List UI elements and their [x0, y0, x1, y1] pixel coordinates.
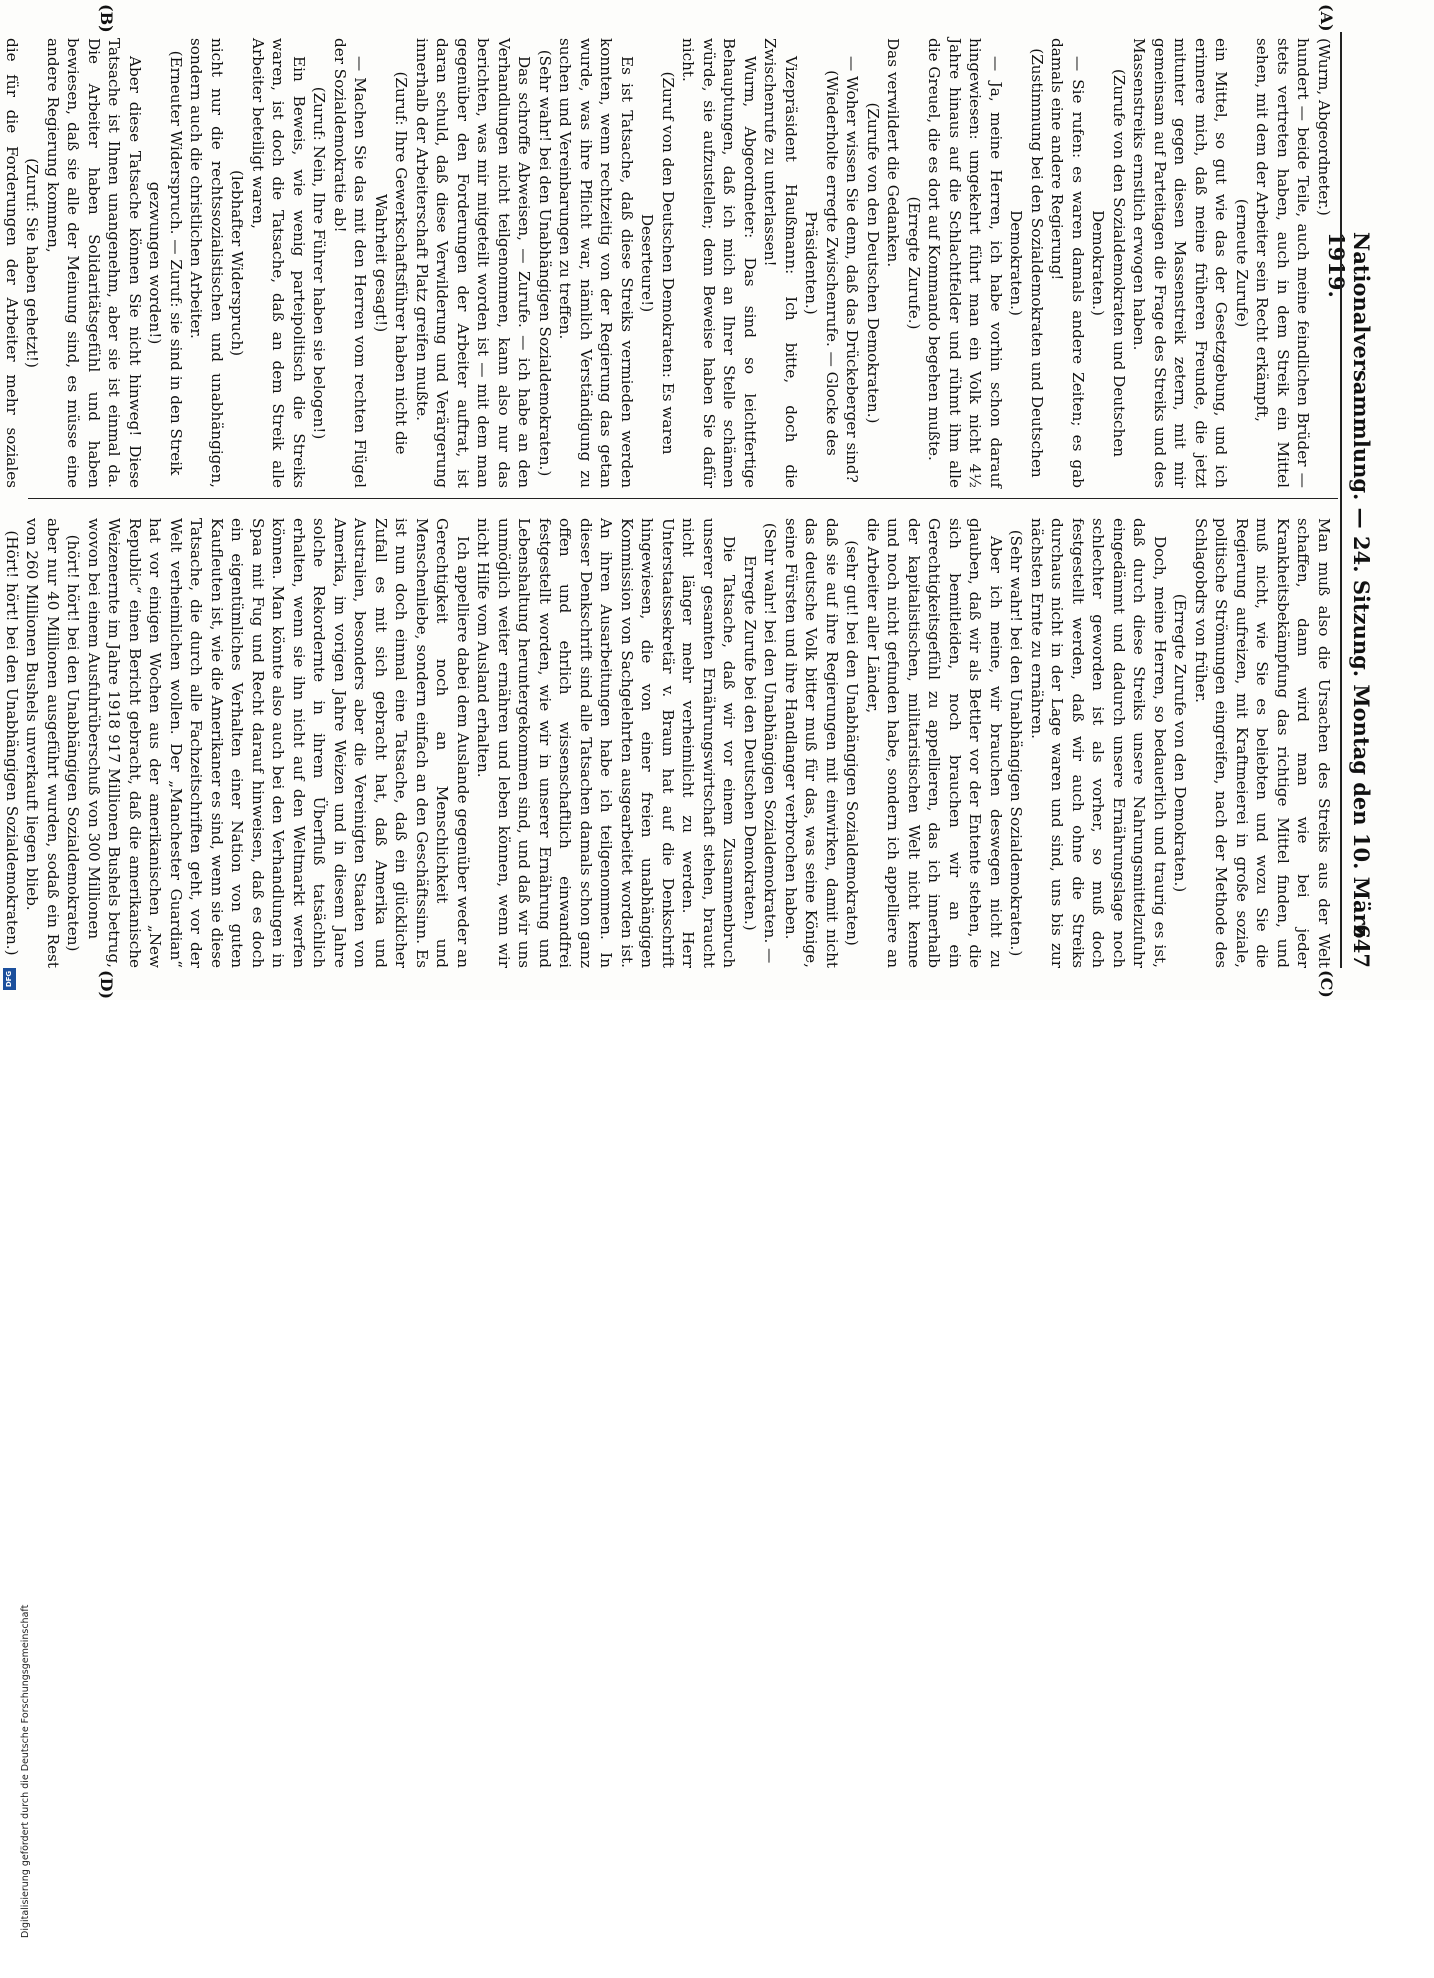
paragraph: aber nur 40 Millionen ausgeführt wurden, sodaß ein Rest von 260 Millionen Bushels unverkauft liegen blieb.	[23, 518, 62, 968]
margin-marker-b: (B)	[97, 4, 116, 33]
paragraph: Vizepräsident Haußmann: Ich bitte, doch die Zwischenrufe zu unterlassen!	[761, 38, 800, 488]
paragraph: daß sie auf ihre Regierungen mit einwirken, damit nicht das deutsche Volk bitter muß für das, was seine Könige, seine Fürsten und ihre Handlanger verbrochen haben.	[782, 518, 841, 968]
paragraph: Doch, meine Herren, so bedauerlich und traurig es ist, daß durch diese Streiks unsere Nahrungsmittelzufuhr eingedämmt und dadurch unsere Ernährungslage noch schlechter geworden ist als vorher, so muß doch festgestellt werden, daß wir auch ohne die Streiks durchaus nicht in der Lage waren und sind, uns bis zur nächsten Ernte zu ernähren.	[1028, 518, 1169, 968]
left-column	[3, 38, 1334, 488]
interjection: (Zurufe von den Sozialdemokraten und Deutschen Demokraten.)	[1089, 68, 1128, 458]
paragraph: Ein Beweis, wie wenig parteipolitisch die Streiks waren, ist doch die Tatsache, daß an dem Streik alle Arbeiter beteiligt waren,	[249, 38, 308, 488]
interjection: (Erregte Zurufe.)	[905, 196, 923, 330]
right-column	[3, 518, 1334, 968]
interjection: (Sehr wahr! bei den Unabhängigen Sozialdemokraten. — Erregte Zurufe bei den Deutschen Demokraten.)	[741, 522, 780, 964]
dfg-logo-text: DFG	[5, 970, 14, 988]
interjection: (hört! hört! bei den Unabhängigen Sozialdemokraten)	[64, 534, 83, 952]
interjection: (Zuruf von den Deutschen Demokraten: Es waren Deserteure!)	[638, 71, 677, 455]
paragraph: Die Tatsache, daß wir vor einem Zusammenbruch unserer gesamten Ernährungswirtschaft stehen, braucht nicht länger mehr verheimlicht zu werden. Herr Unterstaatssekretär v. Braun hat auf die Denkschrift hingewiesen, die von einer freien unabhängigen Kommission von Sachgelehrten ausgearbeitet worden ist. An ihren Ausarbeitungen habe ich teilgenommen. In dieser Denkschrift sind alle Tatsachen damals schon ganz offen und ehrlich wissenschaftlich einwandfrei festgestellt worden, wie wir in unserer Ernährung und Lebenshaltung heruntergekommen sind, und daß wir uns unmöglich weiter ernähren und leben können, wenn wir nicht Hilfe vom Ausland erhalten.	[474, 518, 739, 968]
interjection: (Hört! hört! bei den Unabhängigen Sozialdemokraten.)	[3, 530, 21, 956]
paragraph: ein Mittel, so gut wie das der Gesetzgebung, und ich erinnere mich, daß meine früheren Freunde, die jetzt mitunter gegen diesen Massenstreik zetern, mit mir gemeinsam auf Parteitagen die Frage des Streiks und des Massenstreiks ernstlich erwogen haben.	[1130, 38, 1231, 488]
paragraph: Man muß also die Ursachen des Streiks aus der Welt schaffen, dann wird man wie bei jeder Krankheitsbekämpfung das richtige Mittel finden, und muß nicht, wie Sie es beliebten und wozu Sie die Regierung aufreizen, mit Kraftmeierei in große soziale, politische Strömungen eingreifen, nach der Methode des Schlagobdrs von früher.	[1192, 518, 1333, 968]
paragraph: die für die Forderungen der Arbeiter mehr soziales	[3, 38, 21, 488]
paragraph: Das schroffe Abweisen, — Zurufe. — ich habe an den Verhandlungen nicht teilgenommen, kann also nur das berichten, was mir mitgeteilt worden ist — mit dem man gegenüber den Forderungen der Arbeiter auftrat, ist daran schuld, daß diese Verwilderung und Verärgerung innerhalb der Arbeiterschaft Platz greifen mußte.	[413, 38, 534, 488]
digitization-note	[0, 978, 31, 1978]
interjection: (Sehr wahr! bei den Unabhängigen Sozialdemokraten.)	[536, 49, 554, 477]
interjection: (Zuruf: Sie haben gehetzt!)	[23, 158, 42, 368]
interjection: (erneute Zurufe)	[1233, 198, 1251, 328]
interjection: (Zuruf: Ihre Gewerkschaftsführer haben nicht die Wahrheit gesagt!)	[372, 71, 411, 455]
header-rule	[1340, 32, 1342, 968]
paragraph: Aber ich meine, wir brauchen deswegen nicht zu glauben, daß wir als Bettler vor der Entente stehen, die sich bemitleiden, noch brauchen wir an ein Gerechtigkeitsgefühl zu appellieren, das ich innerhalb der kapitalistischen, militaristischen Welt nicht kenne und noch nicht gefunden habe, sondern ich appelliere an die Arbeiter aller Länder,	[864, 518, 1005, 968]
page-title: Nationalversammlung. — 24. Sitzung. Montag den 10. März 1919.	[1324, 232, 1374, 937]
paragraph: — Sie rufen: es waren damals andere Zeiten; es gab damals eine andere Regierung!	[1048, 38, 1087, 488]
paragraph: Das verwildert die Gedanken.	[884, 38, 903, 268]
interjection: (Zustimmung bei den Sozialdemokraten und Deutschen Demokraten.)	[1007, 48, 1046, 478]
paragraph: — Ja, meine Herren, ich habe vorhin schon darauf hingewiesen: umgekehrt führt man ein Volk nicht 4½ Jahre hinaus auf die Schlachtfelder und rühmt ihm alle die Greuel, die es dort auf Kommando begehen mußte.	[925, 38, 1005, 488]
paragraph: — Machen Sie das mit den Herren vom rechten Flügel der Sozialdemokratie ab!	[331, 38, 370, 488]
paragraph: hundert — beide Teile, auch meine feindlichen Brüder — stets vertreten haben, auch in dem Streik ein Mittel sehen, mit dem der Arbeiter sein Recht erkämpft,	[1253, 38, 1313, 488]
paragraph: Aber diese Tatsache können Sie nicht hinweg! Diese Tatsache ist Ihnen unangenehm, aber sie ist einmal da. Die Arbeiter haben Solidaritätsgefühl und haben bewiesen, daß sie alle der Meinung sind, es müsse eine andere Regierung kommen,	[44, 38, 144, 488]
margin-marker-d: (D)	[97, 970, 116, 1000]
dfg-logo	[3, 968, 16, 990]
page-number: 647	[1349, 924, 1374, 968]
paragraph: Wurm, Abgeordneter: Das sind so leichtfertige Behauptungen, daß ich mich an Ihrer Stelle schämen würde, sie aufzustellen; denn Beweise haben Sie dafür nicht.	[679, 38, 759, 488]
interjection: (Erneuter Widerspruch. — Zuruf: sie sind in den Streik gezwungen worden!)	[146, 50, 185, 476]
paragraph: nicht nur die rechtssozialistischen und unabhängigen, sondern auch die christlichen Arbeiter.	[187, 38, 226, 488]
interjection: (Zurufe von den Deutschen Demokraten.)	[864, 102, 882, 424]
column-divider	[28, 498, 1338, 499]
interjection: (Sehr wahr! bei den Unabhängigen Sozialdemokraten.)	[1007, 529, 1026, 957]
paragraph: Ich appelliere dabei dem Auslande gegenüber weder an Gerechtigkeit noch an Menschlichkeit und Menschenliebe, sondern einfach an den Geschäftssinn. Es ist nun doch einmal eine Tatsache, daß ein glücklicher Zufall es mit sich gebracht hat, daß Amerika und Australien, besonders aber die Vereinigten Staaten von Amerika, im vorigen Jahre Weizen und in diesem Jahre solche Rekordernte in ihrem Überfluß tatsächlich erhalten, wenn sie ihn nicht auf den Weltmarkt werfen können. Man könnte also auch bei den Verhandlungen in Spaa mit Fug und Recht darauf hinweisen, daß es doch ein eigentümliches Verhalten einer Nation von guten Kaufleuten ist, wie die Amerikaner es sind, wenn sie diese Tatsache, die durch alle Fachzeitschriften geht, vor der Welt verheimlichen wollen. Der „Manchester Guardian“ hat vor einigen Wochen aus der amerikanischen „New Republic“ einen Bericht gebracht, daß die amerikanische Weizenernte im Jahre 1918 917 Millionen Bushels betrug, wovon bei einem Ausfuhrüberschuß von 300 Millionen	[85, 518, 472, 968]
margin-marker-a: (A)	[1317, 4, 1336, 32]
interjection: (Zuruf: Nein, Ihre Führer haben sie belogen!)	[310, 86, 329, 440]
interjection: (Wiederholte erregte Zwischenrufe. — Glocke des Präsidenten.)	[802, 70, 841, 456]
digitization-note-text: Digitalisierung gefördert durch die Deutsche Forschungsgemeinschaft	[20, 1604, 31, 1938]
interjection: (Erregte Zurufe von den Demokraten.)	[1171, 593, 1190, 893]
paragraph: (Wurm, Abgeordneter.)	[1315, 38, 1333, 216]
interjection: (lebhafter Widerspruch)	[228, 169, 247, 357]
paragraph: — Woher wissen Sie denn, daß das Drückeberger sind?	[843, 56, 862, 483]
interjection: (sehr gut! bei den Unabhängigen Sozialdemokraten)	[843, 540, 862, 946]
margin-marker-c: (C)	[1317, 970, 1336, 998]
paragraph: Es ist Tatsache, daß diese Streiks vermieden werden konnten, wenn rechtzeitig von der Regierung das getan wurde, was ihre Pflicht war, nämlich Verständigung zu suchen und Vereinbarungen zu treffen.	[556, 38, 636, 488]
